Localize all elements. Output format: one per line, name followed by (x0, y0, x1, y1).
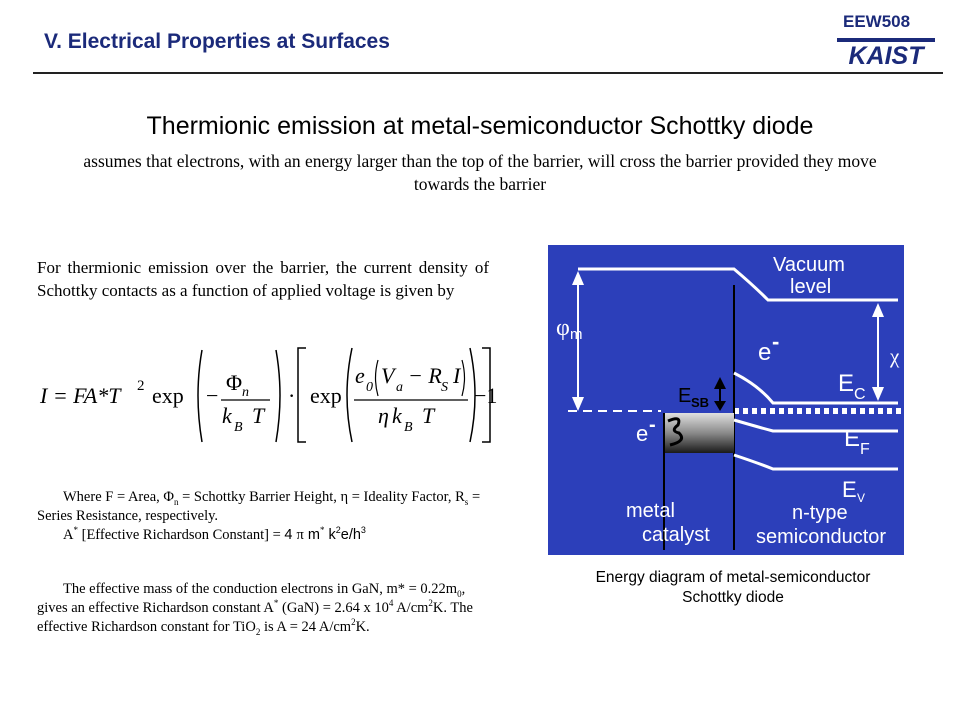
eq-phi-sub: n (242, 385, 249, 400)
effective-mass-paragraph: The effective mass of the conduction electrons in GaN, $m* = 0.22m_0$, gives an effective Richardson constant A* (GaN) = 2.64 x $10^4$ $A/cm^2K$. The effective Richardson constant for TiO$_2$ is A = 24 $A/cm^2K$. (37, 581, 473, 637)
slide-title: Thermionic emission at metal-semiconductor Schottky diode (146, 112, 814, 140)
eq-k2-sub: B (404, 420, 413, 435)
current-density-equation (30, 338, 500, 448)
electron-top-sup: - (772, 329, 780, 354)
chi-label: χ (890, 344, 900, 368)
electron-left-label: e (636, 421, 649, 446)
phi-m-label: φ (556, 315, 570, 341)
semiconductor-label-line1: n-type (792, 502, 848, 524)
ef-label: E (844, 425, 861, 452)
eq-dot: · (288, 383, 296, 408)
slide-subtitle: assumes that electrons, with an energy larger than the top of the barrier, will cross the barrier provided they move towards the barrier (83, 151, 877, 194)
diagram-caption: Energy diagram of metal-semiconductor Schottky diode (595, 569, 871, 606)
ev-label: E (842, 477, 857, 502)
eq-v: V (381, 363, 395, 388)
eq-t-exponent: 2 (137, 378, 145, 394)
kaist-logo (835, 34, 937, 66)
eq-exp2: exp (310, 383, 342, 408)
eq-minus: − (206, 383, 219, 408)
eq-i: I (453, 363, 461, 388)
vacuum-label-line1: Vacuum (773, 254, 845, 276)
metal-label-line1: metal (626, 500, 675, 522)
intro-paragraph: For thermionic emission over the barrier, the current density of Schottky contacts as a function of applied voltage is given by (37, 258, 489, 300)
eq-eta: η (378, 403, 389, 428)
esb-sub: SB (691, 395, 710, 410)
electron-left-sup: - (649, 414, 656, 436)
eq-k-sub: B (234, 420, 243, 435)
variable-definitions: Where F = Area, $\Phi_n$ = Schottky Barrier Height, η = Ideality Factor, $R_s$ = Series Resistance, respectively. A* [Effective Richardson Constant] = 4 π m* $k^2e/h^3$ (37, 489, 481, 543)
vacuum-label-line2: level (790, 276, 832, 298)
eq-minus-one: −1 (474, 383, 498, 408)
eq-k2: k (392, 403, 402, 428)
eq-exp1: exp (152, 383, 184, 408)
eq-T1: T (252, 403, 265, 428)
section-title: V. Electrical Properties at Surfaces (44, 30, 390, 53)
ec-sub: C (854, 386, 866, 403)
semiconductor-label-line2: semiconductor (756, 526, 887, 548)
eq-k: k (222, 403, 232, 428)
electron-top-label: e (758, 339, 772, 366)
course-code: EEW508 (843, 12, 911, 31)
eq-r-sub: S (441, 380, 448, 395)
phi-m-sub: m (570, 326, 583, 343)
eq-e-sub: 0 (366, 380, 373, 395)
diagram-background (548, 245, 904, 555)
svg-text:KAIST: KAIST (848, 42, 924, 66)
eq-v-sub: a (396, 380, 403, 395)
header-divider (33, 72, 943, 74)
ef-sub: F (860, 441, 870, 458)
eq-phi: Φ (226, 370, 243, 395)
eq-lhs: I = FA*T (40, 383, 121, 408)
ec-label: E (838, 370, 855, 397)
eq-minus-r: − R (408, 363, 442, 388)
energy-band-diagram (548, 245, 904, 555)
eq-T2: T (422, 403, 435, 428)
ev-sub: V (857, 491, 866, 505)
eq-e: e (355, 363, 365, 388)
esb-label: E (678, 385, 692, 407)
metal-label-line2: catalyst (642, 524, 710, 546)
